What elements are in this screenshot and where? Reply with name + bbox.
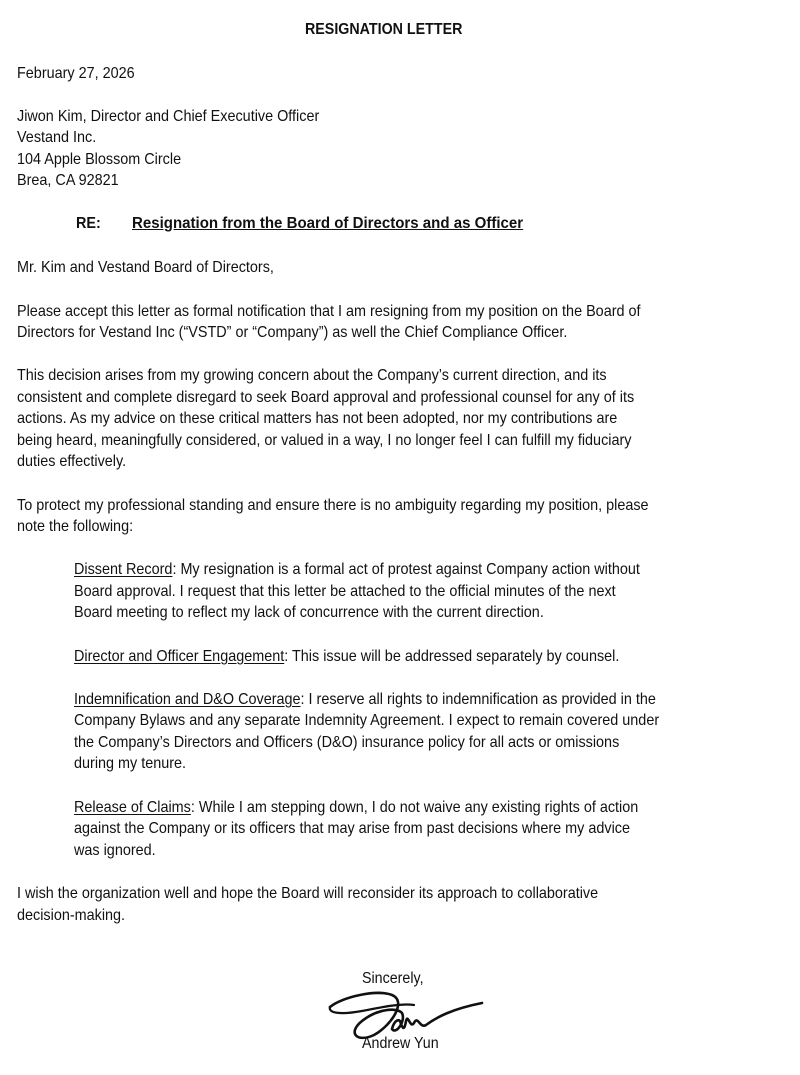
- item-heading: Dissent Record: [74, 561, 173, 578]
- item-text: : I reserve all rights to indemnification as provided in the: [300, 691, 656, 708]
- paragraph-line: decision-making.: [17, 907, 126, 924]
- paragraph-line: note the following:: [17, 518, 134, 535]
- letter-date: February 27, 2026: [17, 65, 135, 82]
- item-text: : This issue will be addressed separately by counsel.: [284, 648, 620, 665]
- item-line: was ignored.: [74, 842, 156, 859]
- salutation: Mr. Kim and Vestand Board of Directors,: [17, 259, 274, 276]
- item-line: Board meeting to reflect my lack of concurrence with the current direction.: [74, 604, 544, 621]
- closing-salutation: Sincerely,: [362, 970, 424, 987]
- item-first-line: [74, 798, 638, 818]
- item-heading: Director and Officer Engagement: [74, 648, 285, 665]
- item-line: the Company’s Directors and Officers (D&O) insurance policy for all acts or omissions: [74, 734, 620, 751]
- recipient-street: 104 Apple Blossom Circle: [17, 151, 182, 168]
- letter-title: RESIGNATION LETTER: [305, 21, 463, 38]
- paragraph-line: To protect my professional standing and ensure there is no ambiguity regarding my position, please: [17, 497, 649, 514]
- item-line: during my tenure.: [74, 755, 187, 772]
- item-first-line: [74, 560, 640, 580]
- recipient-city: Brea, CA 92821: [17, 172, 119, 189]
- item-heading: Release of Claims: [74, 799, 191, 816]
- item-text: : My resignation is a formal act of protest against Company action without: [172, 561, 640, 578]
- recipient-name: Jiwon Kim, Director and Chief Executive Officer: [17, 108, 320, 125]
- item-line: Company Bylaws and any separate Indemnity Agreement. I expect to remain covered under: [74, 712, 660, 729]
- item-line: against the Company or its officers that may arise from past decisions where my advice: [74, 820, 630, 837]
- item-first-line: [74, 690, 656, 710]
- paragraph-line: This decision arises from my growing concern about the Company’s current direction, and its: [17, 367, 607, 384]
- paragraph-line: Directors for Vestand Inc (“VSTD” or “Company”) as well the Chief Compliance Officer.: [17, 324, 568, 341]
- item-heading: Indemnification and D&O Coverage: [74, 691, 301, 708]
- re-label: RE:: [76, 215, 101, 232]
- paragraph-line: Please accept this letter as formal notification that I am resigning from my position on the Board of: [17, 303, 641, 320]
- item-first-line: [74, 647, 619, 667]
- recipient-company: Vestand Inc.: [17, 129, 97, 146]
- re-subject: Resignation from the Board of Directors and as Officer: [132, 215, 524, 232]
- item-line: Board approval. I request that this letter be attached to the official minutes of the next: [74, 583, 616, 600]
- paragraph-line: actions. As my advice on these critical matters has not been adopted, nor my contributions are: [17, 410, 618, 427]
- paragraph-line: consistent and complete disregard to seek Board approval and professional counsel for any of its: [17, 389, 635, 406]
- paragraph-line: I wish the organization well and hope the Board will reconsider its approach to collaborative: [17, 885, 599, 902]
- signature-stroke: [330, 993, 482, 1038]
- signer-name: Andrew Yun: [362, 1035, 439, 1052]
- paragraph-line: being heard, meaningfully considered, or valued in a way, I no longer feel I can fulfill my fiduciary: [17, 432, 632, 449]
- item-text: : While I am stepping down, I do not waive any existing rights of action: [190, 799, 639, 816]
- paragraph-line: duties effectively.: [17, 453, 127, 470]
